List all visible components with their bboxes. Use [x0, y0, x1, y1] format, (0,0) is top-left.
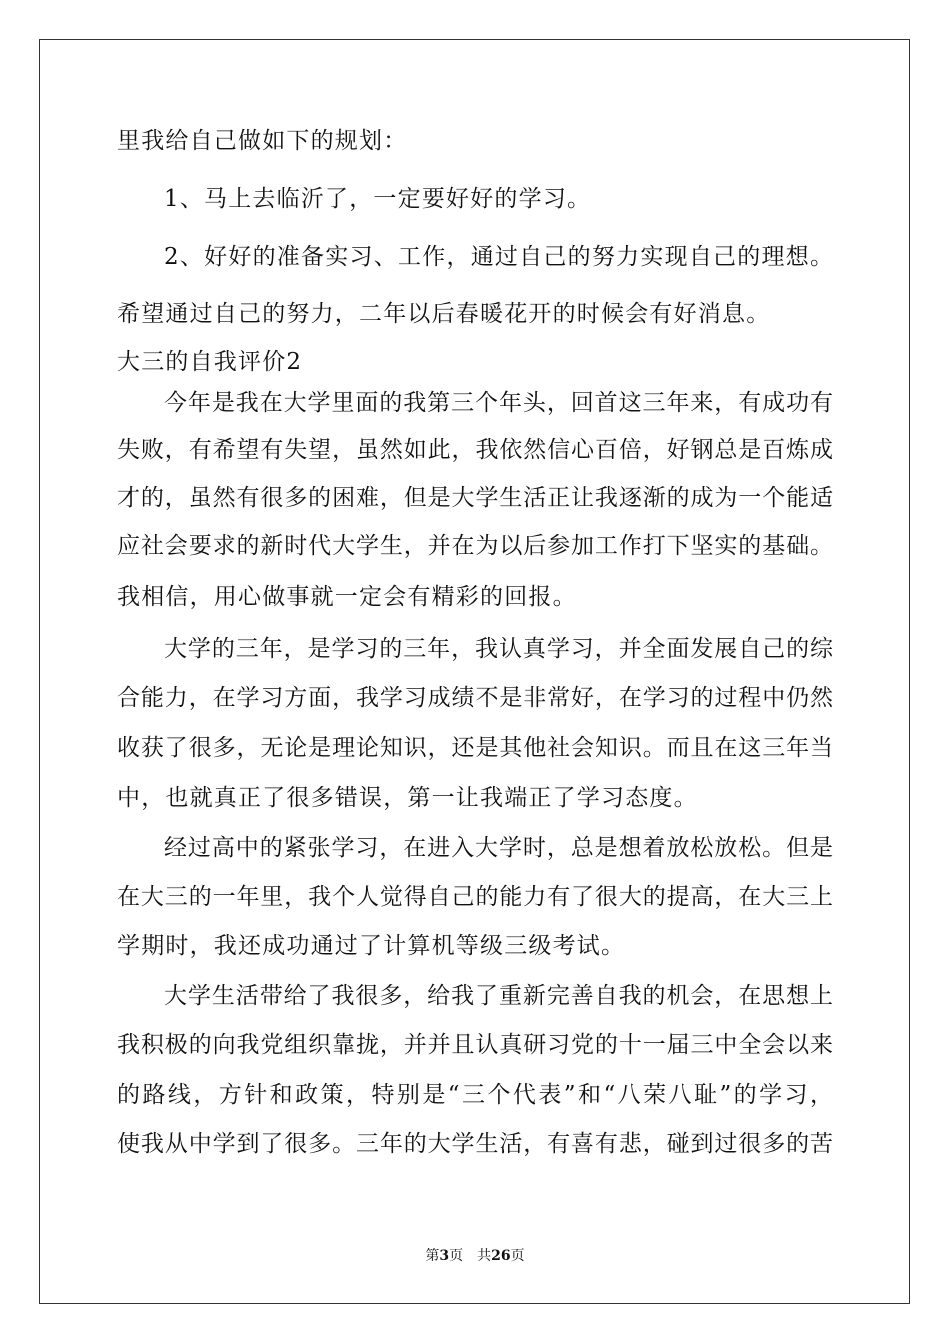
text-line: 合能力，在学习方面，我学习成绩不是非常好，在学习的过程中仍然 — [117, 685, 833, 711]
text-line: 我积极的向我党组织靠拢，并并且认真研习党的十一届三中全会以来 — [117, 1032, 833, 1058]
text-line: 失败，有希望有失望，虽然如此，我依然信心百倍，好钢总是百炼成 — [117, 437, 833, 463]
list-item: 2、好好的准备实习、工作，通过自己的努力实现自己的理想。 — [164, 244, 833, 270]
page-border — [39, 39, 910, 1304]
total-prefix: 共 — [477, 1248, 492, 1264]
section-heading: 大三的自我评价2 — [117, 349, 303, 375]
text-line: 的路线，方针和政策，特别是“三个代表”和“八荣八耻”的学习， — [117, 1082, 833, 1108]
text-line: 学期时，我还成功通过了计算机等级三级考试。 — [117, 933, 626, 959]
text-line: 在大三的一年里，我个人觉得自己的能力有了很大的提高，在大三上 — [117, 884, 833, 910]
page-number: 3 — [439, 1248, 450, 1264]
text-line: 经过高中的紧张学习，在进入大学时，总是想着放松放松。但是 — [164, 835, 833, 861]
total-suffix: 页 — [510, 1248, 525, 1264]
text-line: 希望通过自己的努力，二年以后春暖花开的时候会有好消息。 — [117, 301, 771, 327]
list-item: 1、马上去临沂了，一定要好好的学习。 — [164, 186, 592, 212]
text-line: 我相信，用心做事就一定会有精彩的回报。 — [117, 584, 577, 610]
text-line: 中，也就真正了很多错误，第一让我端正了学习态度。 — [117, 785, 698, 811]
page-suffix: 页 — [449, 1248, 464, 1264]
text-line: 里我给自己做如下的规划： — [117, 128, 408, 154]
text-line: 应社会要求的新时代大学生，并在为以后参加工作打下坚实的基础。 — [117, 533, 833, 559]
text-line: 才的，虽然有很多的困难，但是大学生活正让我逐渐的成为一个能适 — [117, 485, 833, 511]
text-line: 大学的三年，是学习的三年，我认真学习，并全面发展自己的综 — [164, 636, 833, 662]
text-line: 收获了很多，无论是理论知识，还是其他社会知识。而且在这三年当 — [117, 735, 833, 761]
text-line: 使我从中学到了很多。三年的大学生活，有喜有悲，碰到过很多的苦 — [117, 1131, 833, 1157]
page-prefix: 第 — [425, 1248, 440, 1264]
text-line: 大学生活带给了我很多，给我了重新完善自我的机会，在思想上 — [164, 983, 833, 1009]
total-pages: 26 — [491, 1248, 511, 1264]
page-footer — [0, 1247, 950, 1265]
text-line: 今年是我在大学里面的我第三个年头，回首这三年来，有成功有 — [164, 390, 833, 416]
